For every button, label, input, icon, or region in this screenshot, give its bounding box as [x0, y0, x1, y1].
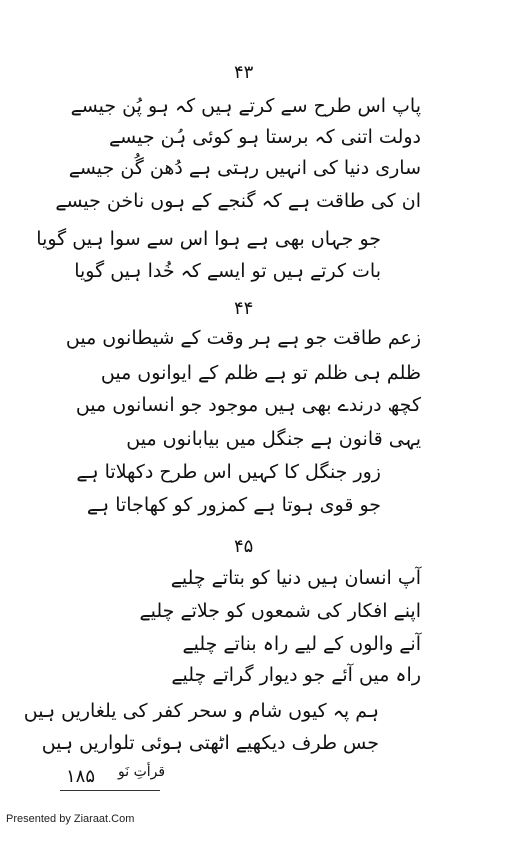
verse-line: اپنے افکار کی شمعوں کو جلاتے چلیے — [139, 600, 421, 622]
verse-line: دولت اتنی کہ برستا ہو کوئی ہُن جیسے — [109, 126, 421, 148]
footer-divider — [60, 790, 160, 791]
verse-line: جس طرف دیکھیے اٹھتی ہوئی تلواریں ہیں — [41, 732, 379, 754]
verse-line: آپ انسان ہیں دنیا کو بتاتے چلیے — [170, 567, 421, 589]
verse-line: ہم پہ کیوں شام و سحر کفر کی یلغاریں ہیں — [23, 700, 379, 722]
presented-by-watermark: Presented by Ziaraat.Com — [6, 813, 135, 825]
verse-line: زور جنگل کا کہیں اس طرح دکھلاتا ہے — [76, 461, 381, 483]
verse-line: جو جہاں بھی ہے ہوا اس سے سوا ہیں گویا — [36, 228, 381, 250]
verse-line: بات کرتے ہیں تو ایسے کہ خُدا ہیں گویا — [74, 260, 381, 282]
poem-number: ۴۵ — [234, 536, 254, 557]
book-title: قرأتِ نَو — [118, 764, 166, 780]
verse-line: پاپ اس طرح سے کرتے ہیں کہ ہو پُن جیسے — [70, 95, 421, 117]
verse-line: راہ میں آئے جو دیوار گراتے چلیے — [171, 664, 421, 686]
verse-line: ساری دنیا کی انہیں رہتی ہے دُھن گُن جیسے — [68, 157, 421, 179]
verse-line: جو قوی ہوتا ہے کمزور کو کھاجاتا ہے — [86, 494, 381, 516]
verse-line: ظلم ہی ظلم تو ہے ظلم کے ایوانوں میں — [100, 362, 421, 384]
verse-line: کچھ درندے بھی ہیں موجود جو انسانوں میں — [75, 394, 421, 416]
page-number: ۱۸۵ — [66, 766, 96, 787]
verse-line: ان کی طاقت ہے کہ گنجے کے ہوں ناخن جیسے — [55, 190, 421, 212]
verse-line: آنے والوں کے لیے راہ بناتے چلیے — [182, 633, 421, 655]
verse-line: یہی قانون ہے جنگل میں بیابانوں میں — [126, 428, 421, 450]
poem-number: ۴۴ — [234, 298, 254, 319]
poem-number: ۴۳ — [234, 62, 254, 83]
verse-line: زعم طاقت جو ہے ہر وقت کے شیطانوں میں — [65, 327, 421, 349]
